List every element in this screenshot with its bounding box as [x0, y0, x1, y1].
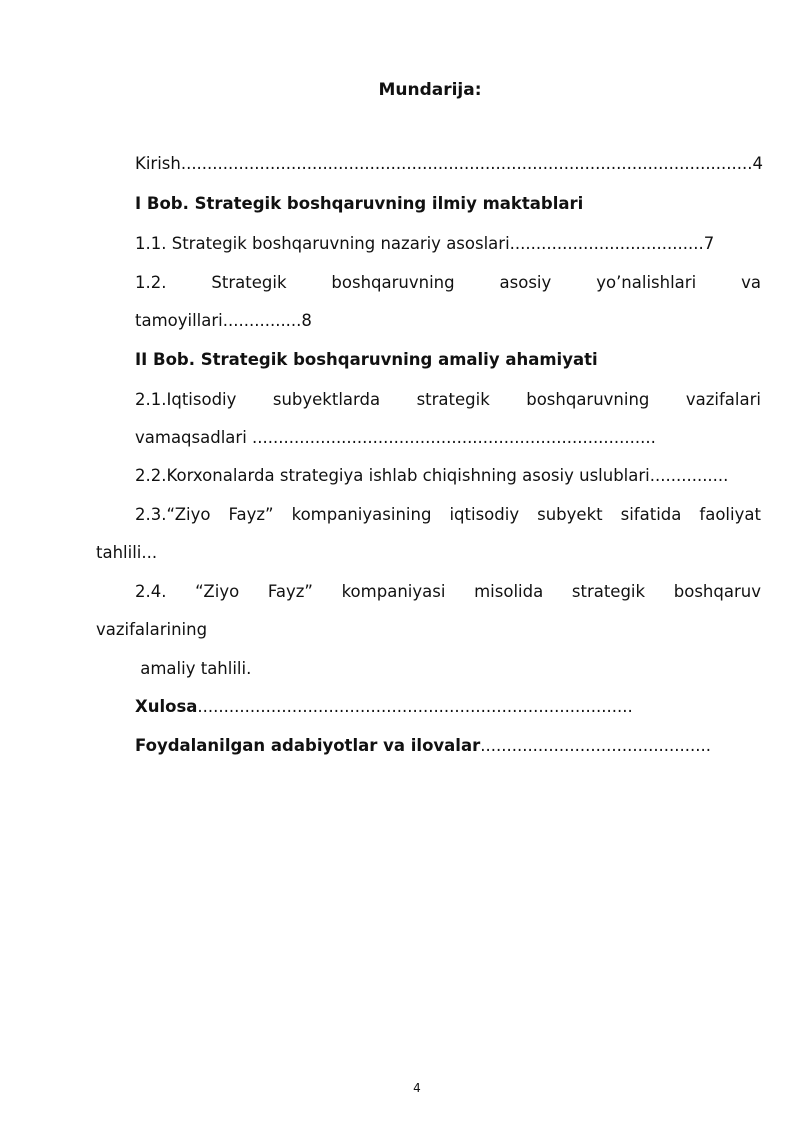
toc-entry-2-4-continuation[interactable]: vazifalarining: [96, 620, 208, 639]
word: strategik: [416, 390, 490, 409]
word: yo’nalishlari: [596, 273, 697, 292]
toc-entry-2-2[interactable]: 2.2.Korxonalarda strategiya ishlab chiqishning asosiy uslublari...............: [135, 466, 729, 485]
toc-entry-dots: ............................................: [480, 736, 712, 755]
toc-entry-xulosa[interactable]: [135, 695, 633, 719]
word: Fayz”: [228, 505, 274, 524]
toc-entry-dots: ...................................................................................: [197, 697, 633, 716]
toc-entry-adabiyotlar[interactable]: [135, 734, 711, 758]
toc-entry-2-3-continuation[interactable]: tahlili...: [96, 543, 158, 562]
word: subyekt: [537, 505, 603, 524]
word: vazifalari: [685, 390, 761, 409]
word: Fayz”: [267, 582, 313, 601]
word: asosiy: [499, 273, 552, 292]
word: va: [741, 273, 761, 292]
word: 2.3.“Ziyo: [135, 505, 211, 524]
toc-chapter-1-heading: I Bob. Strategik boshqaruvning ilmiy maktablari: [135, 194, 584, 213]
page-number: 4: [413, 1081, 421, 1095]
word: kompaniyasi: [341, 582, 446, 601]
toc-entry-1-2[interactable]: [135, 271, 761, 295]
toc-entry-label: Foydalanilgan adabiyotlar va ilovalar: [135, 736, 481, 755]
word: iqtisodiy: [449, 505, 520, 524]
word: misolida: [474, 582, 544, 601]
word: kompaniyasining: [291, 505, 432, 524]
word: sifatida: [620, 505, 682, 524]
word: strategik: [571, 582, 646, 601]
word: Strategik: [211, 273, 287, 292]
toc-entry-1-2-continuation[interactable]: tamoyillari...............8: [135, 311, 312, 330]
toc-entry-1-1[interactable]: 1.1. Strategik boshqaruvning nazariy asoslari.....................................7: [135, 234, 715, 253]
toc-entry-2-4-continuation-2[interactable]: amaliy tahlili.: [135, 659, 252, 678]
word: 2.4.: [135, 582, 167, 601]
toc-entry-2-1-continuation[interactable]: vamaqsadlari .............................................................................: [135, 428, 656, 447]
word: faoliyat: [699, 505, 761, 524]
toc-entry-2-4[interactable]: [135, 580, 761, 604]
word: “Ziyo: [195, 582, 240, 601]
toc-entry-kirish[interactable]: Kirish.............................................................................................................4: [135, 154, 764, 173]
page-title: Mundarija:: [378, 80, 482, 100]
word: boshqaruv: [673, 582, 761, 601]
toc-entry-2-1[interactable]: [135, 388, 761, 412]
toc-entry-2-3[interactable]: [135, 503, 761, 527]
word: subyektlarda: [272, 390, 381, 409]
toc-entry-label: Xulosa: [135, 697, 198, 716]
word: 2.1.Iqtisodiy: [135, 390, 237, 409]
word: boshqaruvning: [526, 390, 650, 409]
word: 1.2.: [135, 273, 167, 292]
toc-chapter-2-heading: II Bob. Strategik boshqaruvning amaliy ahamiyati: [135, 350, 598, 369]
word: boshqaruvning: [331, 273, 455, 292]
